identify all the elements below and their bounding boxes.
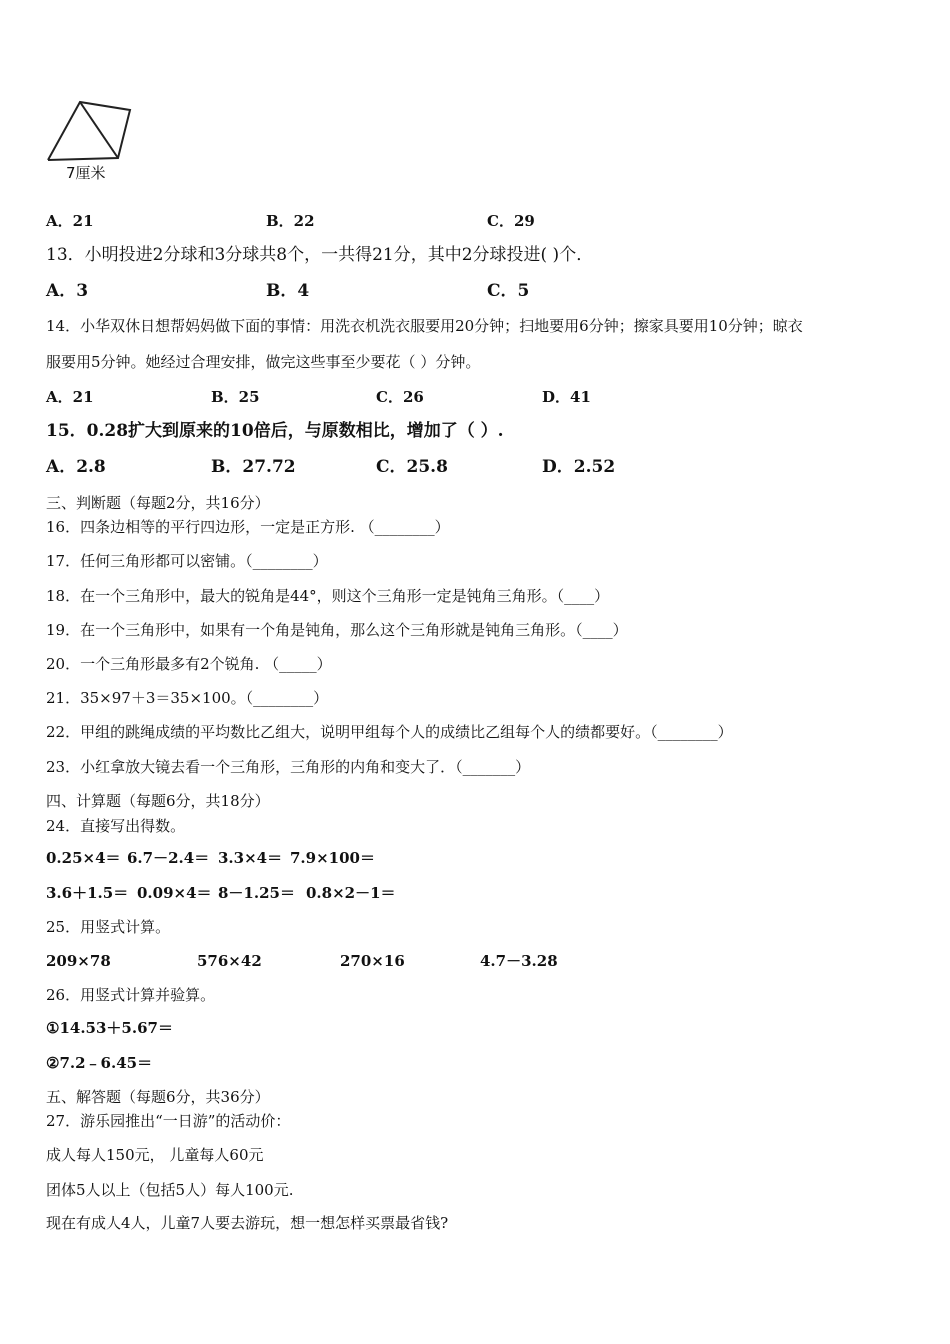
q12-option-c: C．29 (487, 212, 535, 230)
parallelogram-diagram (44, 100, 144, 162)
section5-heading: 五、解答题（每题6分，共36分） (46, 1088, 270, 1106)
q12-option-b: B．22 (266, 212, 315, 230)
q17: 17．任何三角形都可以密铺。（________） (46, 552, 328, 570)
q15-option-d: D．2.52 (542, 457, 616, 477)
q24-row2-item: 8－1.25＝ (218, 884, 295, 902)
q24-row1-item: 6.7－2.4＝ (127, 849, 210, 867)
q16: 16．四条边相等的平行四边形，一定是正方形. （________） (46, 518, 450, 536)
q25-stem: 25．用竖式计算。 (46, 918, 171, 936)
q14-stem-line1: 14．小华双休日想帮妈妈做下面的事情：用洗衣机洗衣服要用20分钟；扫地要用6分钟；擦家具要用10分钟；晾衣 (46, 317, 803, 335)
q27-line2: 团体5人以上（包括5人）每人100元. (46, 1181, 294, 1199)
q14-option-b: B．25 (211, 388, 260, 406)
q13-stem: 13．小明投进2分球和3分球共8个，一共得21分，其中2分球投进( )个． (46, 245, 594, 265)
q23: 23．小红拿放大镜去看一个三角形，三角形的内角和变大了．（_______） (46, 758, 531, 776)
geometry-figure (44, 100, 144, 190)
q14-stem-line2: 服要用5分钟。她经过合理安排，做完这些事至少要花（ ）分钟。 (46, 353, 481, 371)
q26-item-1: ①14.53＋5.67＝ (46, 1019, 173, 1037)
q15-stem: 15．0.28扩大到原来的10倍后，与原数相比，增加了（ ）. (46, 421, 504, 441)
q25-item: 4.7－3.28 (480, 952, 558, 970)
q24-row1-item: 3.3×4＝ (218, 849, 283, 867)
figure-base-label: 7厘米 (66, 164, 106, 182)
q14-option-a: A．21 (46, 388, 94, 406)
q15-option-a: A．2.8 (46, 457, 106, 477)
q24-row1-item: 7.9×100＝ (290, 849, 375, 867)
q15-option-b: B．27.72 (211, 457, 296, 477)
section4-heading: 四、计算题（每题6分，共18分） (46, 792, 270, 810)
q20: 20．一个三角形最多有2个锐角. （_____） (46, 655, 332, 673)
q18: 18．在一个三角形中，最大的锐角是44°，则这个三角形一定是钝角三角形。（____） (46, 587, 610, 605)
q24-row1-item: 0.25×4＝ (46, 849, 121, 867)
q13-option-a: A．3 (46, 281, 89, 301)
q24-row2-item: 0.8×2－1＝ (306, 884, 396, 902)
q24-row2-item: 3.6＋1.5＝ (46, 884, 129, 902)
q24-stem: 24．直接写出得数。 (46, 817, 186, 835)
q26-item-2: ②7.2﹣6.45＝ (46, 1054, 153, 1072)
q21: 21．35×97＋3＝35×100。（________） (46, 689, 329, 707)
q27-line1: 成人每人150元， 儿童每人60元 (46, 1146, 264, 1164)
q12-option-a: A．21 (46, 212, 94, 230)
q22: 22．甲组的跳绳成绩的平均数比乙组大，说明甲组每个人的成绩比乙组每个人的绩都要好。（________） (46, 723, 733, 741)
q25-item: 209×78 (46, 952, 111, 970)
q14-option-c: C．26 (376, 388, 424, 406)
q14-option-d: D．41 (542, 388, 591, 406)
section3-heading: 三、判断题（每题2分，共16分） (46, 494, 270, 512)
q25-item: 576×42 (197, 952, 262, 970)
q27-stem: 27．游乐园推出“一日游”的活动价： (46, 1112, 291, 1130)
q15-option-c: C．25.8 (376, 457, 448, 477)
q13-option-c: C．5 (487, 281, 530, 301)
q25-item: 270×16 (340, 952, 405, 970)
q19: 19．在一个三角形中，如果有一个角是钝角，那么这个三角形就是钝角三角形。（____） (46, 621, 628, 639)
q24-row2-item: 0.09×4＝ (137, 884, 212, 902)
q13-option-b: B．4 (266, 281, 310, 301)
q27-line3: 现在有成人4人，儿童7人要去游玩，想一想怎样买票最省钱? (46, 1214, 449, 1232)
q26-stem: 26．用竖式计算并验算。 (46, 986, 216, 1004)
